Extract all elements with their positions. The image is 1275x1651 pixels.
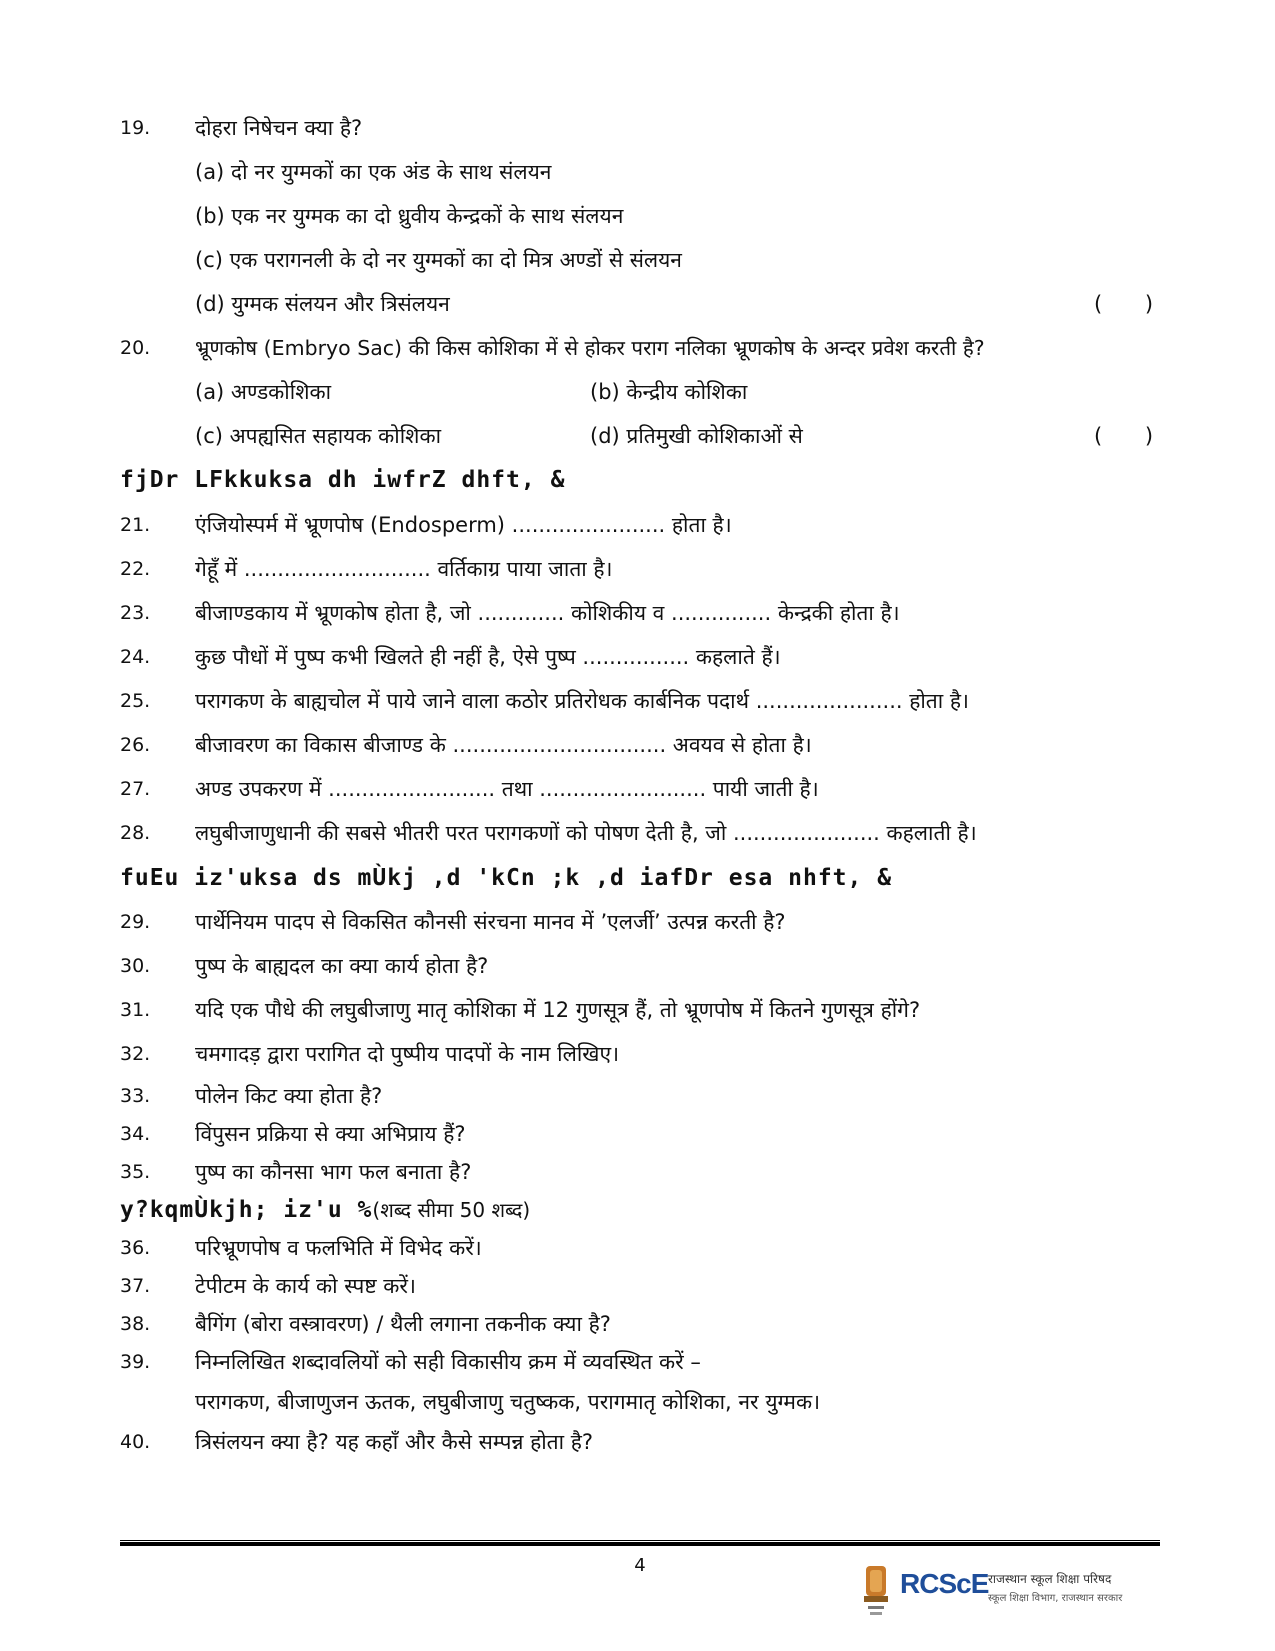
word-limit-note: (शब्द सीमा 50 शब्द): [372, 1198, 531, 1222]
question-text: दोहरा निषेचन क्या है?: [195, 116, 363, 140]
option-c: (c) एक परागनली के दो नर युग्मकों का दो मित्र अण्डों से संलयन: [195, 248, 682, 272]
question-text: लघुबीजाणुधानी की सबसे भीतरी परत परागकणों को पोषण देती है, जो ...................... कहलाती है।: [195, 821, 977, 845]
logo-wordmark: RCScE: [900, 1568, 989, 1599]
question-number: 29.: [120, 911, 151, 933]
question-number: 23.: [120, 602, 151, 624]
question-text: कुछ पौधों में पुष्प कभी खिलते ही नहीं है, ऐसे पुष्प ................ कहलाते हैं।: [195, 645, 781, 669]
question-text: टेपीटम के कार्य को स्पष्ट करें।: [195, 1274, 416, 1298]
question-number: 37.: [120, 1275, 151, 1297]
question-text: एंजियोस्पर्म में भ्रूणपोष (Endosperm) ....................... होता है।: [195, 513, 732, 537]
option-d: (d) युग्मक संलयन और त्रिसंलयन: [195, 292, 450, 316]
page-number: 4: [634, 1555, 646, 1576]
question-text: बीजाण्डकाय में भ्रूणकोष होता है, जो ............. कोशिकीय व ............... केन्द्रकी होता है।: [195, 601, 900, 625]
question-text: यदि एक पौधे की लघुबीजाणु मातृ कोशिका में 12 गुणसूत्र हैं, तो भ्रूणपोष में कितने गुणसूत्र होंगे?: [195, 998, 921, 1022]
question-number: 26.: [120, 734, 151, 756]
question-text: गेहूँ में ............................ वर्तिकाग्र पाया जाता है।: [195, 557, 613, 581]
logo-line-1: राजस्थान स्कूल शिक्षा परिषद: [988, 1572, 1112, 1586]
question-text: भ्रूणकोष (Embryo Sac) की किस कोशिका में से होकर पराग नलिका भ्रूणकोष के अन्दर प्रवेश करती है?: [195, 336, 985, 360]
option-c: (c) अपह्यसित सहायक कोशिका: [195, 424, 442, 448]
question-number: 25.: [120, 690, 151, 712]
question-number: 30.: [120, 955, 151, 977]
question-text: विंपुसन प्रक्रिया से क्या अभिप्राय हैं?: [195, 1122, 466, 1146]
rcsce-logo: [860, 1562, 1150, 1622]
section-heading-fill: fjDr LFkkuksa dh iwfrZ dhft, &: [120, 467, 566, 493]
section-heading-long: [120, 1190, 530, 1230]
option-a: (a) दो नर युग्मकों का एक अंड के साथ संलयन: [195, 160, 552, 184]
question-text: परिभ्रूणपोष व फलभिति में विभेद करें।: [195, 1236, 482, 1260]
question-text: पुष्प का कौनसा भाग फल बनाता है?: [195, 1160, 472, 1184]
question-number: 21.: [120, 514, 151, 536]
question-number: 34.: [120, 1123, 151, 1145]
option-d: (d) प्रतिमुखी कोशिकाओं से: [590, 424, 803, 448]
question-text: परागकण, बीजाणुजन ऊतक, लघुबीजाणु चतुष्कक, परागमातृ कोशिका, नर युग्मक।: [195, 1390, 821, 1414]
question-number: 19.: [120, 117, 151, 139]
question-number: 24.: [120, 646, 151, 668]
question-number: 32.: [120, 1043, 151, 1065]
answer-box: ( ): [1094, 292, 1172, 316]
footer-rule: [120, 1542, 1160, 1546]
section-heading-long-title: y?kqmÙkjh; iz'u %: [120, 1197, 373, 1223]
ashoka-emblem-icon: [860, 1562, 892, 1620]
question-number: 22.: [120, 558, 151, 580]
section-heading-short: fuEu iz'uksa ds mÙkj ,d 'kCn ;k ,d iafDr esa nhft, &: [120, 865, 893, 891]
question-text: परागकण के बाह्यचोल में पाये जाने वाला कठोर प्रतिरोधक कार्बनिक पदार्थ ...................... होता है।: [195, 689, 970, 713]
footer-rule-thin: [120, 1540, 1160, 1541]
question-number: 31.: [120, 999, 151, 1021]
question-number: 36.: [120, 1237, 151, 1259]
option-b: (b) एक नर युग्मक का दो ध्रुवीय केन्द्रकों के साथ संलयन: [195, 204, 624, 228]
question-text: निम्नलिखित शब्दावलियों को सही विकासीय क्रम में व्यवस्थित करें –: [195, 1350, 701, 1374]
question-text: पुष्प के बाह्यदल का क्या कार्य होता है?: [195, 954, 489, 978]
question-number: 33.: [120, 1085, 151, 1107]
answer-box: ( ): [1094, 424, 1172, 448]
question-text: पार्थेनियम पादप से विकसित कौनसी संरचना मानव में ’एलर्जी’ उत्पन्न करती है?: [195, 910, 786, 934]
question-number: 28.: [120, 822, 151, 844]
question-text: चमगादड़ द्वारा परागित दो पुष्पीय पादपों के नाम लिखिए।: [195, 1042, 620, 1066]
question-text: बीजावरण का विकास बीजाण्ड के ................................ अवयव से होता है।: [195, 733, 812, 757]
question-number: 35.: [120, 1161, 151, 1183]
question-number: 40.: [120, 1431, 151, 1453]
question-text: त्रिसंलयन क्या है? यह कहाँ और कैसे सम्पन्न होता है?: [195, 1430, 594, 1454]
question-text: पोलेन किट क्या होता है?: [195, 1084, 383, 1108]
question-text: बैगिंग (बोरा वस्त्रावरण) / थैली लगाना तकनीक क्या है?: [195, 1312, 611, 1336]
question-text: अण्ड उपकरण में ......................... तथा ......................... पायी जाती है।: [195, 777, 819, 801]
question-number: 20.: [120, 337, 151, 359]
question-number: 38.: [120, 1313, 151, 1335]
question-number: 39.: [120, 1351, 151, 1373]
option-a: (a) अण्डकोशिका: [195, 380, 332, 404]
option-b: (b) केन्द्रीय कोशिका: [590, 380, 748, 404]
question-number: 27.: [120, 778, 151, 800]
logo-line-2: स्कूल शिक्षा विभाग, राजस्थान सरकार: [988, 1593, 1123, 1604]
